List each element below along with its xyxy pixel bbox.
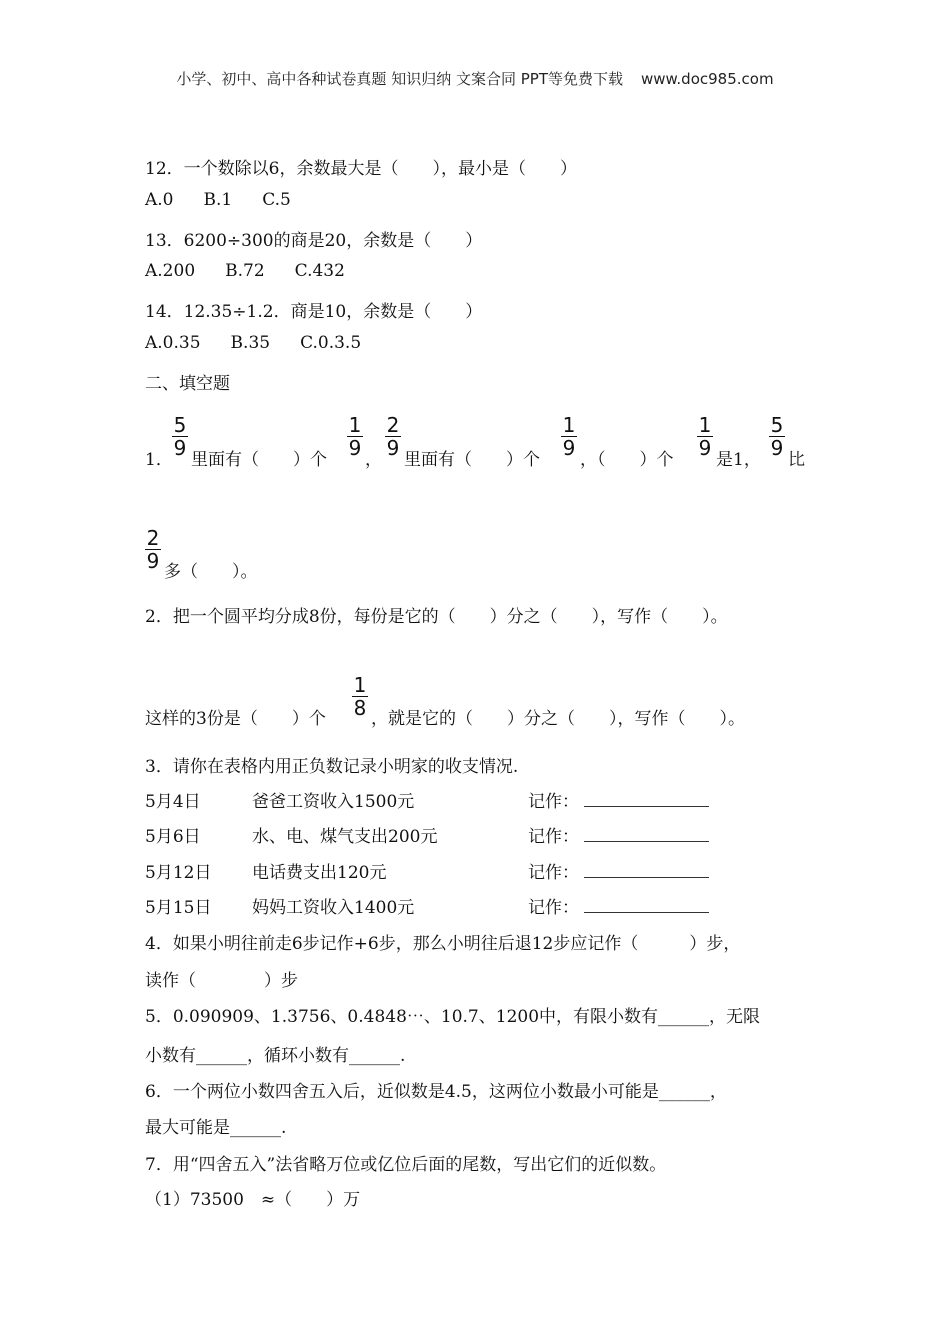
fill-question-2-line-2b: ，就是它的（ ）分之（ ），写作（ ）。: [371, 709, 745, 729]
fill-question-7-line-2: （1）73500 ≈（ ）万: [145, 1190, 361, 1210]
fraction-2-9: 2 9: [146, 526, 160, 573]
option-a: A.200: [145, 261, 196, 281]
record-answer-blank: [584, 823, 709, 842]
fill-question-5-line-2: 小数有______，循环小数有______.: [145, 1046, 406, 1066]
question-12: 12．一个数除以6，余数最大是（ ），最小是（ ）: [145, 159, 577, 179]
option-c: C.0.3.5: [300, 333, 362, 353]
fill-question-6-line-2: 最大可能是______.: [145, 1118, 287, 1138]
header-site: www.doc985.com: [640, 70, 774, 88]
fraction-1-9: 1 9: [562, 413, 576, 460]
question-13: 13．6200÷300的商是20，余数是（ ）: [145, 231, 483, 251]
option-c: C.5: [262, 190, 291, 210]
fill-question-3: 3．请你在表格内用正负数记录小明家的收支情况.: [145, 757, 519, 777]
option-b: B.1: [203, 190, 233, 210]
record-item: 妈妈工资收入1400元: [252, 898, 415, 918]
record-date: 5月4日: [145, 792, 201, 812]
fraction-5-9: 5 9: [173, 413, 187, 460]
fill-question-4-line-2: 读作（ ）步: [145, 971, 298, 991]
fill-question-6-line-1: 6．一个两位小数四舍五入后，近似数是4.5，这两位小数最小可能是______，: [145, 1082, 727, 1102]
fraction-5-9: 5 9: [770, 413, 784, 460]
fill-1-prefix: 1．: [145, 450, 173, 470]
fraction-1-8: 1 8: [353, 673, 367, 720]
question-13-options: [145, 261, 375, 281]
fill-1-text-6: 比: [788, 450, 805, 470]
question-14: 14．12.35÷1.2．商是10，余数是（ ）: [145, 302, 483, 322]
question-14-options: [145, 333, 391, 353]
section-title: 二、填空题: [145, 374, 230, 394]
fill-1-text-5: 是1，: [716, 450, 761, 470]
record-answer-blank: [584, 894, 709, 913]
fill-question-2-line-2a: 这样的3份是（ ）个: [145, 709, 326, 729]
record-item: 电话费支出120元: [252, 863, 387, 883]
page-header: [0, 68, 950, 89]
option-c: C.432: [294, 261, 345, 281]
option-b: B.35: [230, 333, 271, 353]
fill-1-text-7: 多（ ）。: [164, 562, 258, 582]
fraction-1-9: 1 9: [698, 413, 712, 460]
record-item: 水、电、煤气支出200元: [252, 827, 438, 847]
fill-question-4-line-1: 4．如果小明往前走6步记作+6步，那么小明往后退12步应记作（ ）步，: [145, 934, 741, 954]
fill-question-2-line-1: 2．把一个圆平均分成8份，每份是它的（ ）分之（ ），写作（ ）。: [145, 607, 728, 627]
record-answer-blank: [584, 788, 709, 807]
record-answer-blank: [584, 859, 709, 878]
fill-1-text-2: ，: [365, 450, 382, 470]
record-item: 爸爸工资收入1500元: [252, 792, 415, 812]
fraction-1-9: 1 9: [348, 413, 362, 460]
record-date: 5月12日: [145, 863, 212, 883]
record-date: 5月15日: [145, 898, 212, 918]
fill-1-text-4: ，（ ）个: [580, 450, 674, 470]
record-label: 记作：: [528, 863, 579, 883]
record-label: 记作：: [528, 792, 579, 812]
question-12-options: [145, 190, 321, 210]
header-text: 小学、初中、高中各种试卷真题 知识归纳 文案合同 PPT等免费下载: [176, 70, 623, 88]
option-b: B.72: [225, 261, 265, 281]
fraction-2-9: 2 9: [386, 413, 400, 460]
option-a: A.0.35: [145, 333, 201, 353]
fill-question-7-line-1: 7．用“四舍五入”法省略万位或亿位后面的尾数，写出它们的近似数。: [145, 1155, 667, 1175]
fill-question-5-line-1: 5．0.090909、1.3756、0.4848⋯、10.7、1200中，有限小数有______，无限: [145, 1007, 761, 1027]
fill-1-text-1: 里面有（ ）个: [191, 450, 327, 470]
option-a: A.0: [145, 190, 174, 210]
record-label: 记作：: [528, 827, 579, 847]
fill-1-text-3: 里面有（ ）个: [404, 450, 540, 470]
record-date: 5月6日: [145, 827, 201, 847]
record-label: 记作：: [528, 898, 579, 918]
